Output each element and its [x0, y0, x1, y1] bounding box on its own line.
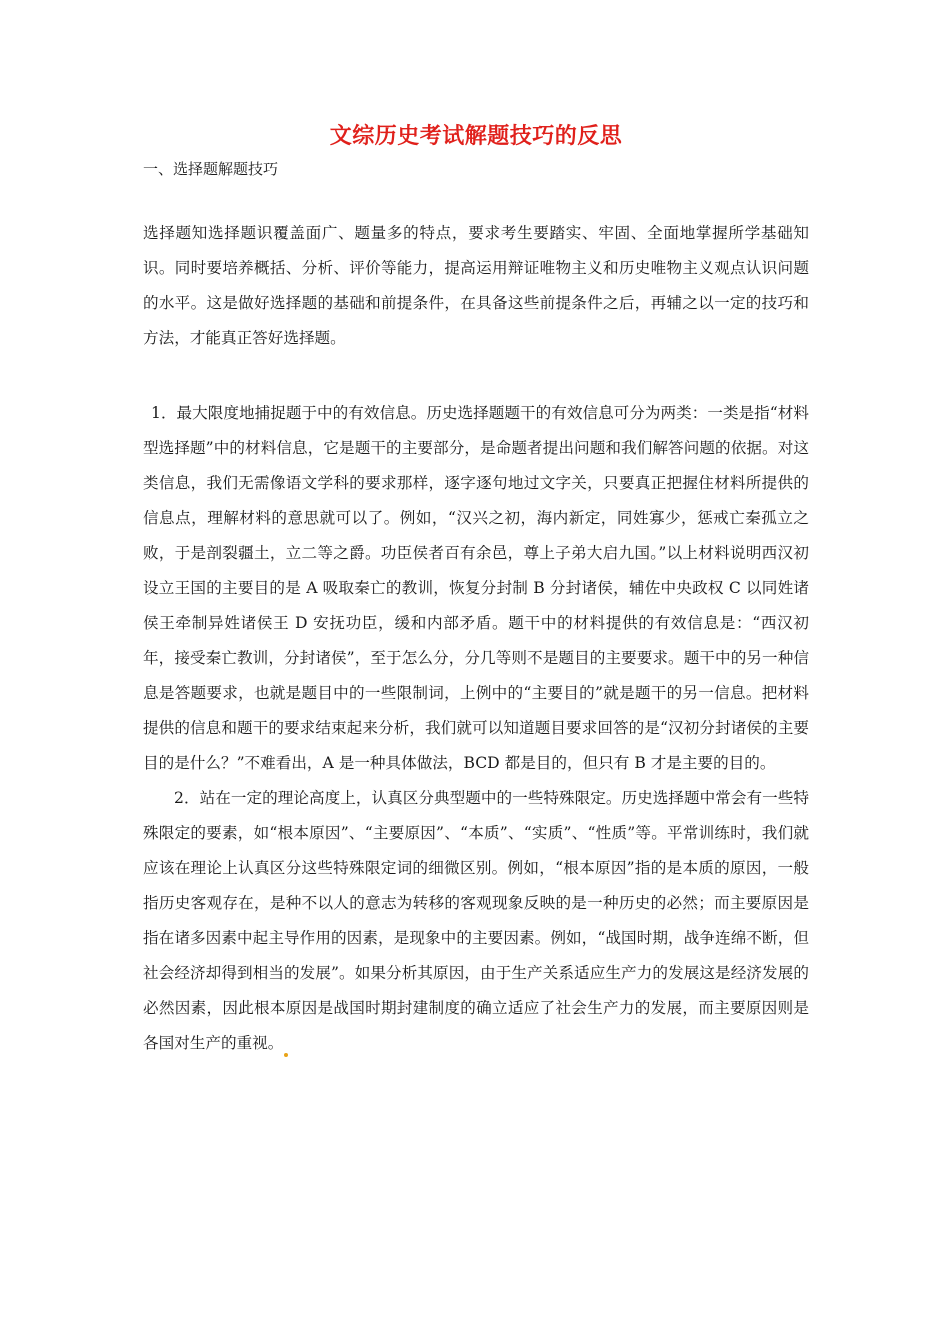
document-title: 文综历史考试解题技巧的反思	[329, 123, 623, 149]
intro-paragraph: 选择题知选择题识覆盖面广、题量多的特点，要求考生要踏实、牢固、全面地掌握所学基础知识。同时要培养概括、分析、评价等能力，提高运用辩证唯物主义和历史唯物主义观点认识问题的水平。这是做好选择题的基础和前提条件，在具备这些前提条件之后，再辅之以一定的技巧和方法，才能真正答好选择题。	[143, 224, 809, 347]
point-one-paragraph: 1．最大限度地捕捉题于中的有效信息。历史选择题题干的有效信息可分为两类：一类是指“材料型选择题”中的材料信息，它是题干的主要部分，是命题者提出问题和我们解答问题的依据。对这类信息，我们无需像语文学科的要求那样，逐字逐句地过文字关，只要真正把握住材料所提供的信息点，理解材料的意思就可以了。例如，“汉兴之初，海内新定，同姓寡少，惩戒亡秦孤立之败，于是剖裂疆土，立二等之爵。功臣侯者百有余邑，尊上子弟大启九国。”以上材料说明西汉初设立王国的主要目的是 A 吸取秦亡的教训，恢复分封制 B 分封诸侯，辅佐中央政权 C 以同姓诸侯王牵制异姓诸侯王 D 安抚功臣，缓和内部矛盾。题干中的材料提供的有效信息是：“西汉初年，接受秦亡教训，分封诸侯”，至于怎么分，分几等则不是题目的主要要求。题干中的另一种信息是答题要求，也就是题目中的一些限制词，上例中的“主要目的”就是题干的另一信息。把材料提供的信息和题干的要求结束起来分析，我们就可以知道题目要求回答的是“汉初分封诸侯的主要目的是什么？”不难看出，A 是一种具体做法，BCD 都是目的，但只有 B 才是主要的目的。	[143, 404, 809, 772]
section-heading: 一、选择题解题技巧	[143, 160, 279, 178]
point-two-paragraph	[143, 781, 809, 1061]
document-page	[143, 118, 809, 1061]
point-two-text: 2．站在一定的理论高度上，认真区分典型题中的一些特殊限定。历史选择题中常会有一些特殊限定的要素，如“根本原因”、“主要原因”、“本质”、“实质”、“性质”等。平常训练时，我们就应该在理论上认真区分这些特殊限定词的细微区别。例如，“根本原因”指的是本质的原因，一般指历史客观存在，是种不以人的意志为转移的客观现象反映的是一种历史的必然；而主要原因是指在诸多因素中起主导作用的因素，是现象中的主要因素。例如，“战国时期，战争连绵不断，但社会经济却得到相当的发展”。如果分析其原因，由于生产关系适应生产力的发展这是经济发展的必然因素，因此根本原因是战国时期封建制度的确立适应了社会生产力的发展，而主要原因则是各国对生产的重视。	[143, 789, 809, 1052]
edit-mark-icon	[284, 1053, 288, 1057]
